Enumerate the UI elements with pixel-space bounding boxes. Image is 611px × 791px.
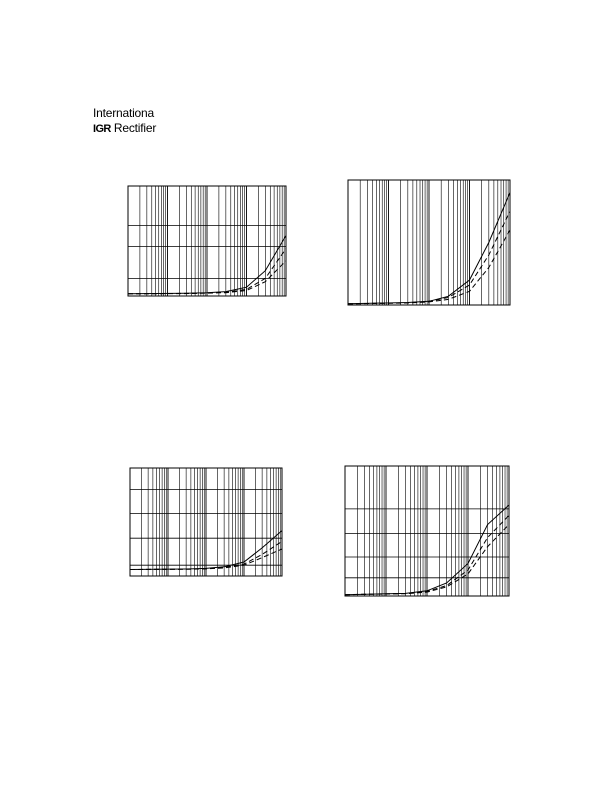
logo-mark-igr: IGR [93, 123, 111, 135]
chart-top-right [340, 174, 515, 309]
logo-line-international: Internationa [93, 106, 154, 120]
logo-line-rectifier [93, 121, 156, 137]
company-logo [93, 106, 156, 137]
chart-top-left [120, 180, 290, 300]
chart-bottom-left [120, 460, 290, 580]
logo-word-rectifier: Rectifier [113, 121, 157, 135]
chart-bottom-right [335, 460, 515, 600]
